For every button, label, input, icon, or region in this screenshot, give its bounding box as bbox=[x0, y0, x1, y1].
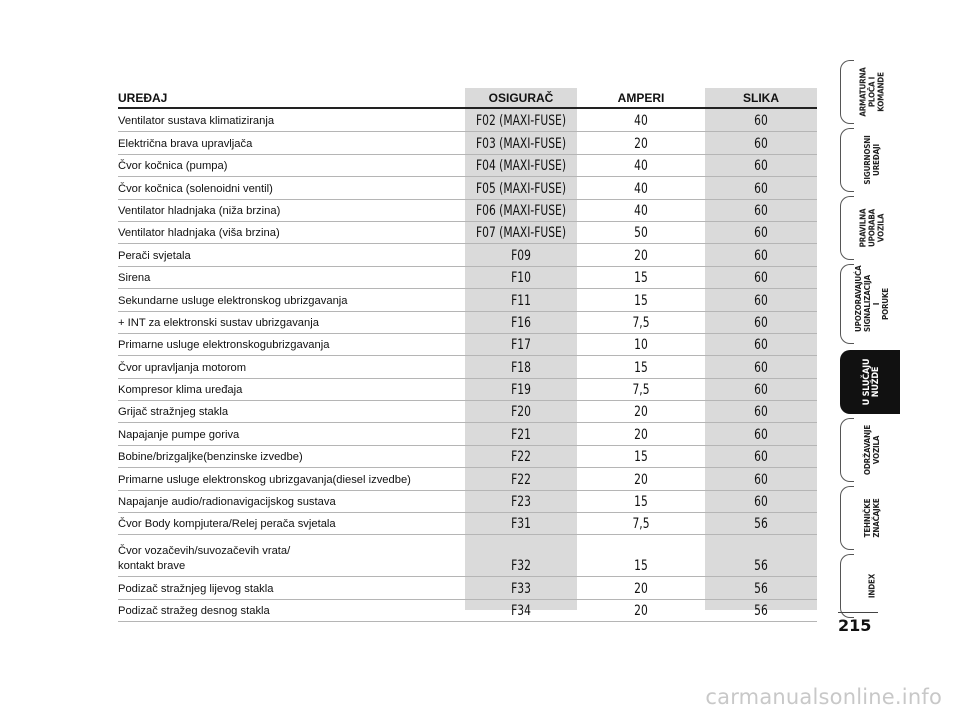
page-number: 215 bbox=[838, 616, 872, 635]
chapter-tab-1[interactable] bbox=[840, 60, 960, 124]
fuse-cell: F17 bbox=[511, 337, 531, 354]
fuse-cell: F32 bbox=[511, 558, 531, 575]
chapter-tab-8[interactable] bbox=[840, 554, 960, 618]
device-cell: Perači svjetala bbox=[118, 249, 191, 262]
table-row bbox=[118, 334, 817, 356]
amps-cell: 40 bbox=[634, 202, 648, 219]
tab-edge bbox=[840, 418, 854, 482]
tab-label bbox=[868, 558, 877, 614]
tab-label-line: NUŽDE bbox=[871, 366, 881, 398]
amps-cell: 50 bbox=[634, 225, 648, 242]
amps-cell: 40 bbox=[634, 180, 648, 197]
amps-cell: 7,5 bbox=[632, 382, 650, 399]
chapter-tab-5[interactable] bbox=[840, 350, 960, 414]
figure-cell: 60 bbox=[754, 158, 768, 175]
figure-cell: 60 bbox=[754, 359, 768, 376]
table-row bbox=[118, 379, 817, 401]
device-cell: Čvor Body kompjutera/Relej perača svjetala bbox=[118, 518, 336, 531]
tab-label bbox=[863, 354, 881, 410]
tab-edge bbox=[840, 554, 854, 618]
figure-cell: 56 bbox=[754, 558, 768, 575]
header-fuse: OSIGURAČ bbox=[488, 91, 554, 105]
figure-cell: 60 bbox=[754, 449, 768, 466]
table-row bbox=[118, 177, 817, 199]
figure-cell: 60 bbox=[754, 180, 768, 197]
table-row bbox=[118, 577, 817, 599]
device-cell: Podizač stražnjeg lijevog stakla bbox=[118, 582, 274, 595]
amps-cell: 20 bbox=[634, 471, 648, 488]
fuse-cell: F19 bbox=[511, 382, 531, 399]
page-number-rule bbox=[838, 612, 878, 613]
table-row bbox=[118, 132, 817, 154]
header-rule bbox=[118, 107, 817, 109]
figure-cell: 60 bbox=[754, 225, 768, 242]
table-row bbox=[118, 289, 817, 311]
device-cell: Ventilator sustava klimatiziranja bbox=[118, 115, 275, 128]
tab-label-line: UPORABA bbox=[867, 209, 877, 248]
tab-edge bbox=[840, 196, 854, 260]
table-row bbox=[118, 244, 817, 266]
device-cell: Bobine/brizgaljke(benzinske izvedbe) bbox=[118, 451, 303, 464]
device-cell: Sekundarne usluge elektronskog ubrizgavanja bbox=[118, 294, 348, 307]
figure-cell: 60 bbox=[754, 314, 768, 331]
table-row bbox=[118, 312, 817, 334]
table-row bbox=[118, 200, 817, 222]
fuse-cell: F23 bbox=[511, 494, 531, 511]
device-cell: Ventilator hladnjaka (niža brzina) bbox=[118, 204, 281, 217]
chapter-tab-2[interactable] bbox=[840, 128, 960, 192]
tab-label-line: ODRŽAVANJE bbox=[863, 424, 872, 476]
figure-cell: 60 bbox=[754, 113, 768, 130]
tab-label bbox=[859, 200, 886, 256]
device-cell: Čvor kočnica (solenoidni ventil) bbox=[118, 182, 273, 195]
table-row bbox=[118, 110, 817, 132]
device-cell: Električna brava upravljača bbox=[118, 137, 253, 150]
amps-cell: 20 bbox=[634, 580, 648, 597]
table-row bbox=[118, 535, 817, 577]
amps-cell: 20 bbox=[634, 135, 648, 152]
device-cell: Napajanje audio/radionavigacijskog sustava bbox=[118, 496, 336, 509]
table-row bbox=[118, 600, 817, 622]
amps-cell: 15 bbox=[634, 558, 648, 575]
amps-cell: 20 bbox=[634, 603, 648, 620]
tab-label-line: KOMANDE bbox=[876, 72, 886, 112]
amps-cell: 20 bbox=[634, 247, 648, 264]
chapter-tab-6[interactable] bbox=[840, 418, 960, 482]
tab-edge bbox=[840, 128, 854, 192]
fuse-cell: F03 (MAXI-FUSE) bbox=[475, 135, 566, 152]
device-cell: Primarne usluge elektronskogubrizgavanja bbox=[118, 339, 330, 352]
fuse-cell: F05 (MAXI-FUSE) bbox=[475, 180, 566, 197]
amps-cell: 15 bbox=[634, 494, 648, 511]
chapter-tab-7[interactable] bbox=[840, 486, 960, 550]
figure-cell: 60 bbox=[754, 337, 768, 354]
amps-cell: 10 bbox=[634, 337, 648, 354]
device-cell: + INT za elektronski sustav ubrizgavanja bbox=[118, 316, 319, 329]
tab-label-line: TEHNIČKE bbox=[863, 498, 872, 538]
device-cell: Napajanje pumpe goriva bbox=[118, 428, 240, 441]
tab-label-line: UPOZORAVAJUĆA bbox=[854, 265, 863, 332]
fuse-cell: F22 bbox=[511, 471, 531, 488]
tab-label-line: INDEX bbox=[867, 573, 877, 599]
figure-cell: 60 bbox=[754, 404, 768, 421]
device-cell: Čvor upravljanja motorom bbox=[118, 361, 247, 374]
device-cell: Kompresor klima uređaja bbox=[118, 384, 243, 397]
tab-label-line: PLOČA I bbox=[867, 76, 877, 108]
tab-label bbox=[863, 490, 881, 546]
table-row bbox=[118, 222, 817, 244]
fuse-cell: F33 bbox=[511, 580, 531, 597]
figure-cell: 60 bbox=[754, 247, 768, 264]
table-row bbox=[118, 446, 817, 468]
device-cell: Podizač stražeg desnog stakla bbox=[118, 605, 270, 618]
fuse-cell: F22 bbox=[511, 449, 531, 466]
fuse-cell: F02 (MAXI-FUSE) bbox=[475, 113, 566, 130]
table-row bbox=[118, 513, 817, 535]
fuse-cell: F09 bbox=[511, 247, 531, 264]
device-cell: Čvor kočnica (pumpa) bbox=[118, 160, 228, 173]
amps-cell: 40 bbox=[634, 113, 648, 130]
header-figure: SLIKA bbox=[743, 91, 779, 105]
amps-cell: 20 bbox=[634, 426, 648, 443]
figure-cell: 60 bbox=[754, 292, 768, 309]
figure-cell: 60 bbox=[754, 270, 768, 287]
table-row bbox=[118, 356, 817, 378]
table-row bbox=[118, 267, 817, 289]
amps-cell: 7,5 bbox=[632, 314, 650, 331]
fuse-cell: F07 (MAXI-FUSE) bbox=[475, 225, 566, 242]
tab-label-line: PORUKE bbox=[881, 287, 890, 321]
table-row bbox=[118, 423, 817, 445]
tab-edge bbox=[840, 60, 854, 124]
figure-cell: 56 bbox=[754, 580, 768, 597]
table-row bbox=[118, 468, 817, 490]
fuse-cell: F16 bbox=[511, 314, 531, 331]
figure-cell: 60 bbox=[754, 382, 768, 399]
amps-cell: 7,5 bbox=[632, 516, 650, 533]
tab-edge bbox=[840, 264, 854, 344]
fuse-table bbox=[118, 110, 817, 622]
fuse-cell: F06 (MAXI-FUSE) bbox=[475, 202, 566, 219]
tab-label-line: ZNAČAJKE bbox=[872, 498, 881, 538]
figure-cell: 60 bbox=[754, 471, 768, 488]
fuse-cell: F31 bbox=[511, 516, 531, 533]
figure-cell: 56 bbox=[754, 516, 768, 533]
figure-cell: 56 bbox=[754, 603, 768, 620]
header-device: UREĐAJ bbox=[118, 91, 168, 105]
amps-cell: 15 bbox=[634, 449, 648, 466]
tab-label-line: ARMATURNA bbox=[858, 67, 868, 117]
device-cell: Ventilator hladnjaka (viša brzina) bbox=[118, 227, 280, 240]
tab-label-line: U SLUČAJU bbox=[862, 358, 872, 406]
fuse-cell: F34 bbox=[511, 603, 531, 620]
figure-cell: 60 bbox=[754, 135, 768, 152]
table-row bbox=[118, 401, 817, 423]
device-cell: Sirena bbox=[118, 272, 151, 285]
amps-cell: 20 bbox=[634, 404, 648, 421]
amps-cell: 15 bbox=[634, 359, 648, 376]
fuse-cell: F20 bbox=[511, 404, 531, 421]
tab-label-line: VOZILA bbox=[872, 435, 881, 465]
device-cell: Čvor vozačevih/suvozačevih vrata/ kontakt brave bbox=[118, 545, 291, 573]
fuse-cell: F21 bbox=[511, 426, 531, 443]
chapter-tab-4[interactable] bbox=[840, 264, 960, 344]
figure-cell: 60 bbox=[754, 202, 768, 219]
figure-cell: 60 bbox=[754, 494, 768, 511]
fuse-cell: F11 bbox=[511, 292, 531, 309]
tab-edge bbox=[840, 486, 854, 550]
tab-label bbox=[863, 422, 881, 478]
chapter-tab-3[interactable] bbox=[840, 196, 960, 260]
tab-label bbox=[863, 132, 881, 188]
watermark: carmanualsonline.info bbox=[705, 685, 942, 709]
tab-label-line: VOZILA bbox=[876, 213, 886, 243]
device-cell: Grijač stražnjeg stakla bbox=[118, 406, 229, 419]
device-cell: Primarne usluge elektronskog ubrizgavanja(diesel izvedbe) bbox=[118, 473, 411, 486]
table-row bbox=[118, 155, 817, 177]
tab-label bbox=[859, 64, 886, 120]
fuse-cell: F04 (MAXI-FUSE) bbox=[475, 158, 566, 175]
fuse-cell: F10 bbox=[511, 270, 531, 287]
amps-cell: 15 bbox=[634, 292, 648, 309]
tab-label-line: SIGNALIZACIJA I bbox=[863, 274, 881, 332]
amps-cell: 40 bbox=[634, 158, 648, 175]
tab-label-line: UREĐAJI bbox=[872, 144, 881, 176]
amps-cell: 15 bbox=[634, 270, 648, 287]
header-amps: AMPERI bbox=[617, 91, 665, 105]
tab-label bbox=[854, 265, 890, 332]
figure-cell: 60 bbox=[754, 426, 768, 443]
tab-label-line: PRAVILNA bbox=[858, 208, 868, 248]
tab-label-line: SIGURNOSNI bbox=[863, 135, 872, 185]
table-row bbox=[118, 491, 817, 513]
fuse-cell: F18 bbox=[511, 359, 531, 376]
